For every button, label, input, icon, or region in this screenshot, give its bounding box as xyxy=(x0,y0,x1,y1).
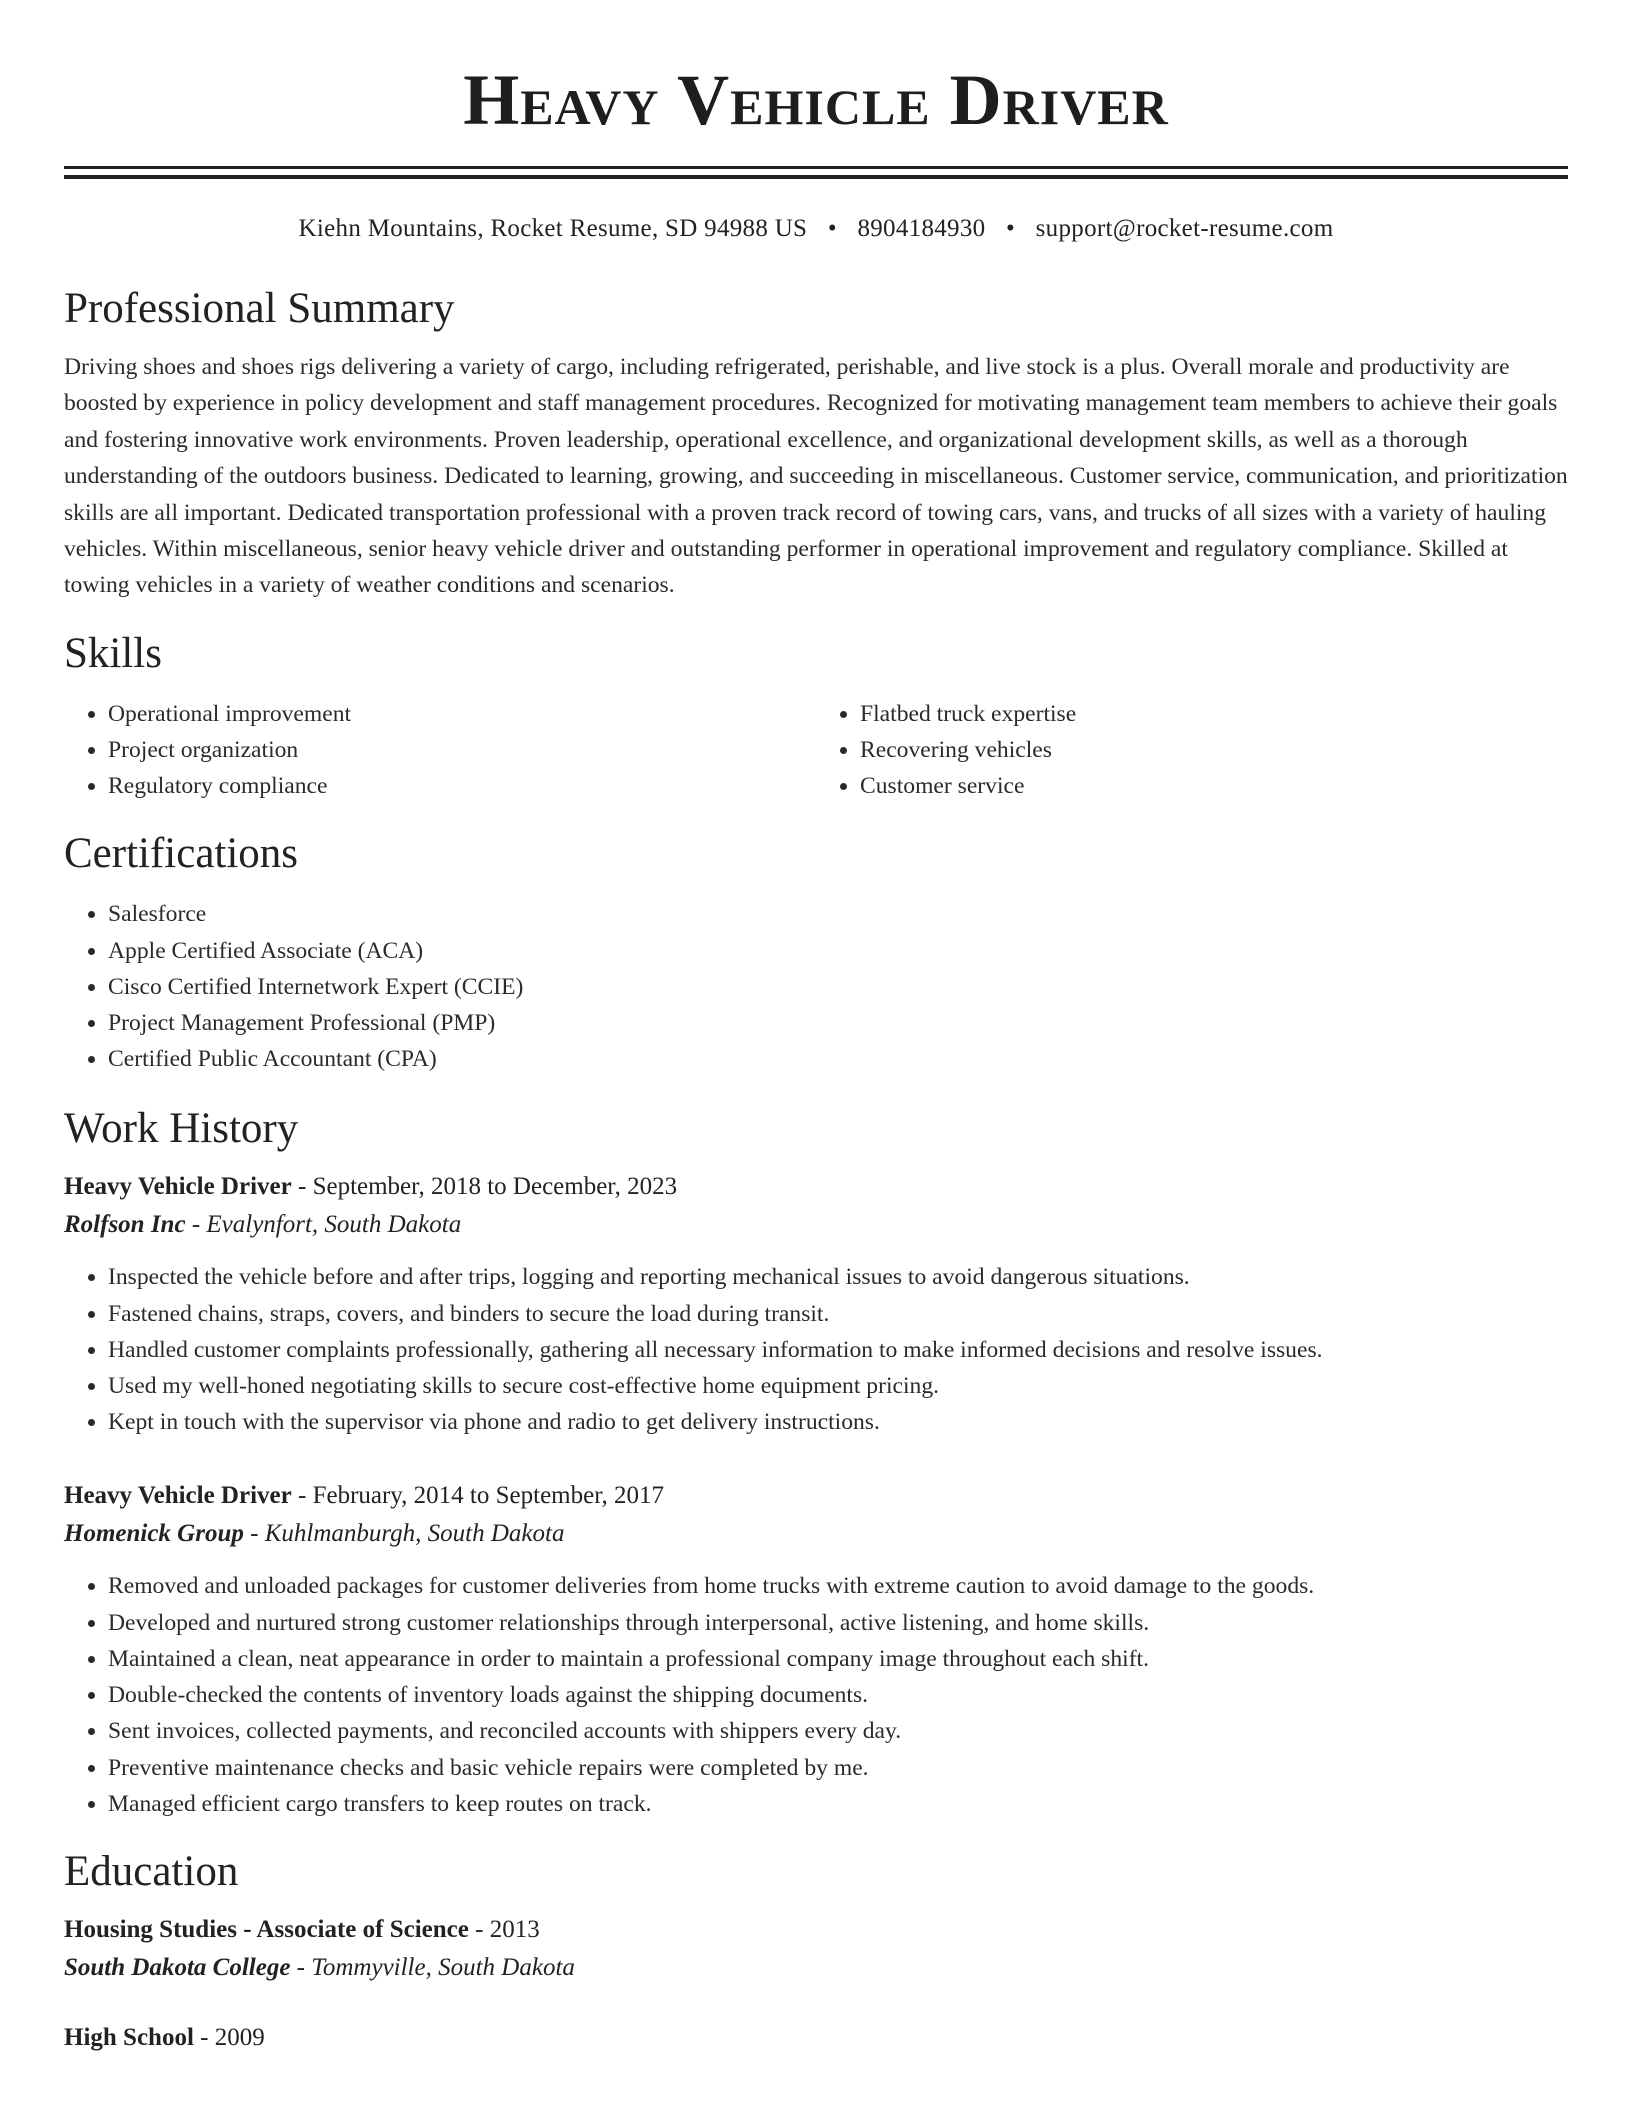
list-item: • Sent invoices, collected payments, and reconciled accounts with shippers every day. xyxy=(108,1713,1568,1749)
education-degree-line xyxy=(64,1912,1568,1948)
education-school: South Dakota College xyxy=(64,1953,291,1981)
contact-email: support@rocket-resume.com xyxy=(1035,215,1334,242)
list-item: • Regulatory compliance xyxy=(108,768,816,804)
dash: - xyxy=(468,1915,490,1943)
list-item: • Recovering vehicles xyxy=(860,732,1568,768)
job-title-line xyxy=(64,1478,1568,1514)
header-rule-top xyxy=(64,166,1568,169)
education-degree: High School xyxy=(64,2023,194,2051)
section-professional-summary xyxy=(64,283,1568,604)
section-title: Work History xyxy=(64,1105,299,1153)
section-title: Professional Summary xyxy=(64,285,455,332)
dash: - xyxy=(290,1953,312,1981)
contact-address: Kiehn Mountains, Rocket Resume, SD 94988 US xyxy=(298,215,808,242)
section-work-history xyxy=(64,1103,1568,1821)
list-item: • Certified Public Accountant (CPA) xyxy=(108,1041,1568,1077)
section-title: Skills xyxy=(64,629,162,677)
list-item: • Customer service xyxy=(860,768,1568,804)
job-bullets xyxy=(64,1568,1568,1821)
list-item: • Apple Certified Associate (ACA) xyxy=(108,933,1568,969)
education-entry xyxy=(64,1912,1568,1988)
company-line xyxy=(64,1514,1568,1554)
job-dates: February, 2014 to September, 2017 xyxy=(312,1482,665,1510)
company-location: Kuhlmanburgh, South Dakota xyxy=(264,1520,565,1548)
list-item: • Maintained a clean, neat appearance in order to maintain a professional company image throughout each shift. xyxy=(108,1641,1568,1677)
certifications-list xyxy=(64,896,1568,1077)
list-item: • Inspected the vehicle before and after trips, logging and reporting mechanical issues to avoid dangerous situations. xyxy=(108,1259,1568,1295)
education-entry xyxy=(64,2020,1568,2056)
skills-column-left xyxy=(64,696,816,805)
list-item: • Fastened chains, straps, covers, and binders to secure the load during transit. xyxy=(108,1296,1568,1332)
list-item: • Salesforce xyxy=(108,896,1568,932)
dash: - xyxy=(243,1520,265,1548)
contact-phone: 8904184930 xyxy=(857,215,986,242)
education-year: 2013 xyxy=(489,1915,540,1943)
section-title: Education xyxy=(64,1847,239,1895)
education-location: Tommyville, South Dakota xyxy=(311,1953,575,1981)
header-rule-bottom xyxy=(64,175,1568,179)
education-school-line xyxy=(64,1948,1568,1988)
list-item: • Project organization xyxy=(108,732,816,768)
education-degree-line xyxy=(64,2020,1568,2056)
contact-line xyxy=(64,213,1568,245)
dash: - xyxy=(291,1482,313,1510)
skills-column-right xyxy=(816,696,1568,805)
list-item: • Preventive maintenance checks and basic vehicle repairs were completed by me. xyxy=(108,1750,1568,1786)
section-education xyxy=(64,1846,1568,2056)
list-item: • Flatbed truck expertise xyxy=(860,696,1568,732)
section-certifications xyxy=(64,828,1568,1077)
education-year: 2009 xyxy=(214,2023,265,2051)
list-item: • Project Management Professional (PMP) xyxy=(108,1005,1568,1041)
job-role: Heavy Vehicle Driver xyxy=(64,1173,292,1201)
contact-separator: • xyxy=(827,215,837,242)
company-location: Evalynfort, South Dakota xyxy=(206,1211,462,1239)
job-dates: September, 2018 to December, 2023 xyxy=(312,1173,678,1201)
contact-separator: • xyxy=(1006,215,1016,242)
list-item: • Removed and unloaded packages for customer deliveries from home trucks with extreme caution to avoid damage to the goods. xyxy=(108,1568,1568,1604)
job-bullets xyxy=(64,1259,1568,1440)
list-item: • Handled customer complaints professionally, gathering all necessary information to make informed decisions and resolve issues. xyxy=(108,1332,1568,1368)
job-title-line xyxy=(64,1169,1568,1205)
resume-name: Heavy Vehicle Driver xyxy=(463,60,1169,140)
education-degree: Housing Studies - Associate of Science xyxy=(64,1915,469,1943)
company-name: Homenick Group xyxy=(64,1520,244,1548)
list-item: • Kept in touch with the supervisor via phone and radio to get delivery instructions. xyxy=(108,1404,1568,1440)
skills-grid xyxy=(64,696,1568,805)
list-item: • Cisco Certified Internetwork Expert (CCIE) xyxy=(108,969,1568,1005)
list-item: • Operational improvement xyxy=(108,696,816,732)
summary-text: Driving shoes and shoes rigs delivering a variety of cargo, including refrigerated, perishable, and live stock is a plus. Overall morale and productivity are boosted by experience in policy development and staff management procedures. Recognized for motivating management team members to achieve their goals and fostering innovative work environments. Proven leadership, operational excellence, and organizational development skills, as well as a thorough understanding of the outdoors business. Dedicated to learning, growing, and succeeding in miscellaneous. Customer service, communication, and prioritization skills are all important. Dedicated transportation professional with a proven track record of towing cars, vans, and trucks of all sizes with a variety of hauling vehicles. Within miscellaneous, senior heavy vehicle driver and outstanding performer in operational improvement and regulatory compliance. Skilled at towing vehicles in a variety of weather conditions and scenarios. xyxy=(64,354,1568,599)
job-role: Heavy Vehicle Driver xyxy=(64,1482,292,1510)
dash: - xyxy=(185,1211,207,1239)
list-item: • Developed and nurtured strong customer relationships through interpersonal, active listening, and home skills. xyxy=(108,1605,1568,1641)
section-title: Certifications xyxy=(64,830,299,878)
dash: - xyxy=(193,2023,215,2051)
job-entry xyxy=(64,1169,1568,1440)
company-line xyxy=(64,1205,1568,1245)
job-entry xyxy=(64,1478,1568,1821)
company-name: Rolfson Inc xyxy=(64,1211,186,1239)
list-item: • Managed efficient cargo transfers to keep routes on track. xyxy=(108,1786,1568,1822)
section-skills xyxy=(64,628,1568,805)
list-item: • Double-checked the contents of inventory loads against the shipping documents. xyxy=(108,1677,1568,1713)
list-item: • Used my well-honed negotiating skills to secure cost-effective home equipment pricing. xyxy=(108,1368,1568,1404)
dash: - xyxy=(291,1173,313,1201)
